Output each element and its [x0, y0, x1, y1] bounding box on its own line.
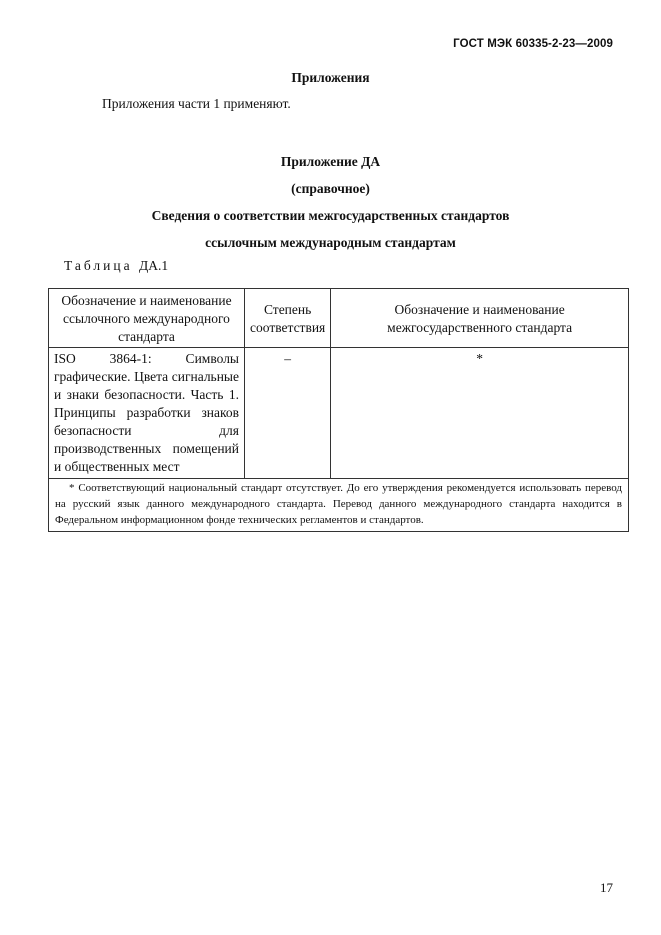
- annex-subtitle: (справочное): [291, 181, 370, 196]
- table-row: [49, 348, 629, 479]
- header-conformity-degree: Степень соответствия: [245, 289, 331, 348]
- standard-code: ГОСТ МЭК 60335-2-23—2009: [453, 38, 613, 50]
- appendices-text: Приложения части 1 применяют.: [102, 96, 291, 111]
- interstate-standard-cell: *: [331, 348, 629, 479]
- conformity-table: [48, 288, 629, 532]
- table-caption: [64, 258, 168, 274]
- conformity-degree-cell: –: [245, 348, 331, 479]
- table-caption-number: ДА.1: [139, 258, 169, 273]
- reference-standard-cell: ISO 3864-1: Символы графические. Цвета сигнальные и знаки безопасности. Часть 1. Принципы разработки знаков безопасности для производственных помещений и общественных мест: [49, 348, 245, 479]
- annex-heading-line1: Сведения о соответствии межгосударственных стандартов: [151, 208, 510, 223]
- table-header-row: [49, 289, 629, 348]
- header-reference-standard: Обозначение и наименование ссылочного международного стандарта: [49, 289, 245, 348]
- page-number: 17: [600, 880, 613, 895]
- annex-title: Приложение ДА: [280, 154, 381, 169]
- table-footnote: * Соответствующий национальный стандарт отсутствует. До его утверждения рекомендуется использовать перевод на русский язык данного международного стандарта. Перевод данного международного стандарта находится в Федеральном информационном фонде технических регламентов и стандартов.: [49, 479, 629, 532]
- header-interstate-standard: Обозначение и наименование межгосударственного стандарта: [331, 289, 629, 348]
- footnote-row: [49, 479, 629, 532]
- annex-heading-line2: ссылочным международным стандартам: [205, 235, 456, 250]
- appendices-title: Приложения: [291, 70, 370, 85]
- table-caption-word: Таблица: [64, 258, 133, 273]
